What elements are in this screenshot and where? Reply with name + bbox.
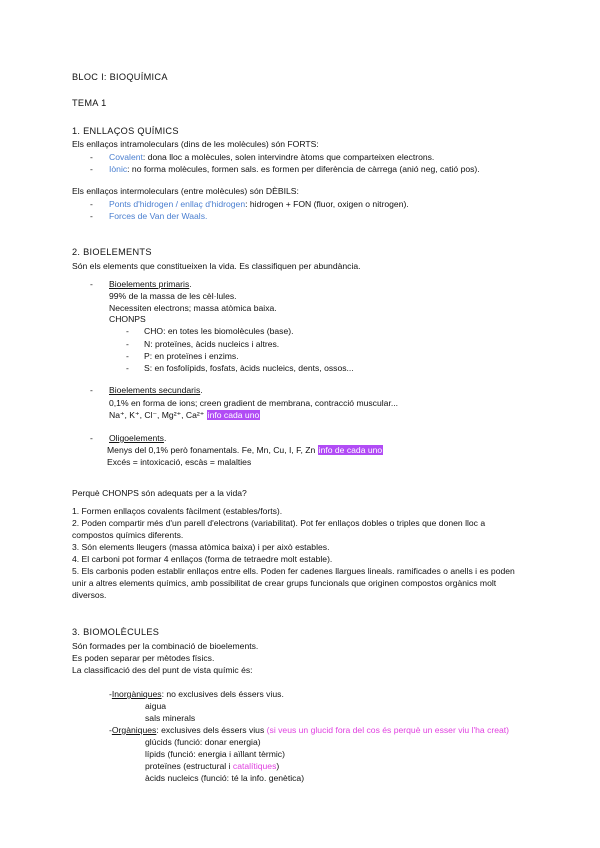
list-item: sals minerals: [145, 713, 196, 723]
chonps-question: Perquè CHONPS són adequats per a la vida?: [72, 488, 247, 498]
highlight-note: info de cada uno: [318, 445, 383, 455]
chonps-line: unir a altres elements químics, amb possibilitat de crear grups funcionals que originen compostos orgànics molt: [72, 578, 497, 588]
oligo-title: Oligoelements: [109, 433, 164, 443]
ionic-term: Iònic: [109, 164, 128, 174]
inter-intro: Els enllaços intermoleculars (entre molècules) són DÈBILS:: [72, 186, 299, 196]
chonps-line: compostos químics diferents.: [72, 530, 184, 540]
primaris-heading: - Bioelements primaris.: [90, 279, 192, 289]
chonps-line: 4. El carboni pot formar 4 enllaços (forma de tetraedre molt estable).: [72, 554, 333, 564]
inorganiques-heading: -Inorgàniques: no exclusives dels éssers vius.: [109, 689, 284, 699]
secundaris-heading: - Bioelements secundaris.: [90, 385, 203, 395]
bloc-title: BLOC I: BIOQUÍMICA: [72, 72, 168, 82]
highlight-note: info cada uno: [207, 410, 260, 420]
section-1-title: 1. ENLLAÇOS QUÍMICS: [72, 126, 179, 136]
oligo-line-2: Excés = intoxicació, escàs = malalties: [107, 457, 252, 467]
bioelements-intro: Són els elements que constitueixen la vida. Es classifiquen per abundància.: [72, 261, 361, 271]
oligo-line-1: Menys del 0,1% però fonamentals. Fe, Mn, Cu, I, F, Zn info de cada uno: [107, 445, 383, 455]
list-item-ionic: - Iònic: no forma molècules, formen sals. es formen per diferència de càrrega (anió neg, catió pos).: [90, 164, 480, 174]
primaris-line-3: CHONPS: [109, 314, 146, 324]
covalent-term: Covalent: [109, 152, 143, 162]
list-item-covalent: - Covalent: dona lloc a molècules, solen intervindre àtoms que comparteixen electrons.: [90, 152, 435, 162]
tema-title: TEMA 1: [72, 98, 107, 108]
primaris-line-1: 99% de la massa de les cèl·lules.: [109, 291, 237, 301]
list-item: àcids nucleics (funció: té la info. genètica): [145, 773, 305, 783]
chonps-line: diversos.: [72, 590, 107, 600]
section-3-title: 3. BIOMOLÈCULES: [72, 627, 160, 637]
catalitiques-term: catalítiques: [232, 761, 277, 771]
ponts-desc: : hidrogen + FON (fluor, oxigen o nitrogen).: [245, 199, 409, 209]
chonps-line: 1. Formen enllaços covalents fàcilment (estables/forts).: [72, 506, 283, 516]
list-item: aigua: [145, 701, 167, 711]
primaris-line-2: Necessiten electrons; massa atòmica baixa.: [109, 303, 277, 313]
list-item: - S: en fosfolípids, fosfats, àcids nucleics, dents, ossos...: [126, 363, 354, 373]
list-item: - P: en proteïnes i enzims.: [126, 351, 239, 361]
biomolecules-line-2: Es poden separar per mètodes físics.: [72, 653, 215, 663]
list-item-ponts: - Ponts d'hidrogen / enllaç d'hidrogen: hidrogen + FON (fluor, oxigen o nitrogen).: [90, 199, 409, 209]
chonps-line: 2. Poden compartir més d'un parell d'electrons (variabilitat). Pot fer enllaços dobles o triples que donen lloc a: [72, 518, 486, 528]
primaris-title: Bioelements primaris: [109, 279, 190, 289]
list-item: - CHO: en totes les biomolècules (base).: [126, 326, 294, 336]
oligo-heading: - Oligoelements.: [90, 433, 167, 443]
chonps-line: 3. Són elements lleugers (massa atòmica baixa) i per això estables.: [72, 542, 330, 552]
biomolecules-line-1: Són formades per la combinació de bioelements.: [72, 641, 259, 651]
organiques-heading: -Orgàniques: exclusives dels éssers vius (si veus un glucid fora del cos és perquè un esser viu l'ha creat): [109, 725, 510, 735]
ponts-term: Ponts d'hidrogen / enllaç d'hidrogen: [109, 199, 246, 209]
inorganiques-term: Inorgàniques: [111, 689, 162, 699]
vdw-term: Forces de Van der Waals.: [109, 211, 208, 221]
secundaris-title: Bioelements secundaris: [109, 385, 201, 395]
list-item-vdw: - Forces de Van der Waals.: [90, 211, 208, 221]
ions-list: Na⁺, K⁺, Cl⁻, Mg²⁺, Ca²⁺: [109, 410, 205, 420]
list-item: glúcids (funció: donar energia): [145, 737, 261, 747]
list-item: lípids (funció: energia i aïllant tèrmic): [145, 749, 285, 759]
organiques-term: Orgàniques: [111, 725, 157, 735]
chonps-line: 5. Els carbonis poden establir enllaços entre ells. Poden fer cadenes llargues lineals. ramificades o anells i es poden: [72, 566, 515, 576]
section-2-title: 2. BIOELEMENTS: [72, 247, 152, 257]
list-item: - N: proteïnes, àcids nucleics i altres.: [126, 339, 280, 349]
list-item: proteïnes (estructural i catalítiques): [145, 761, 280, 771]
secundaris-line-1: 0,1% en forma de ions; creen gradient de membrana, contracció muscular...: [109, 398, 398, 408]
biomolecules-line-3: La classificació des del punt de vista químic és:: [72, 665, 253, 675]
secundaris-ions-line: [109, 410, 260, 421]
covalent-desc: : dona lloc a molècules, solen intervindre àtoms que comparteixen electrons.: [142, 152, 435, 162]
organiques-note: (si veus un glucid fora del cos és perquè un esser viu l'ha creat): [266, 725, 510, 735]
intra-intro: Els enllaços intramoleculars (dins de les molècules) són FORTS:: [72, 139, 319, 149]
ionic-desc: : no forma molècules, formen sals. es formen per diferència de càrrega (anió neg, catió pos).: [127, 164, 480, 174]
